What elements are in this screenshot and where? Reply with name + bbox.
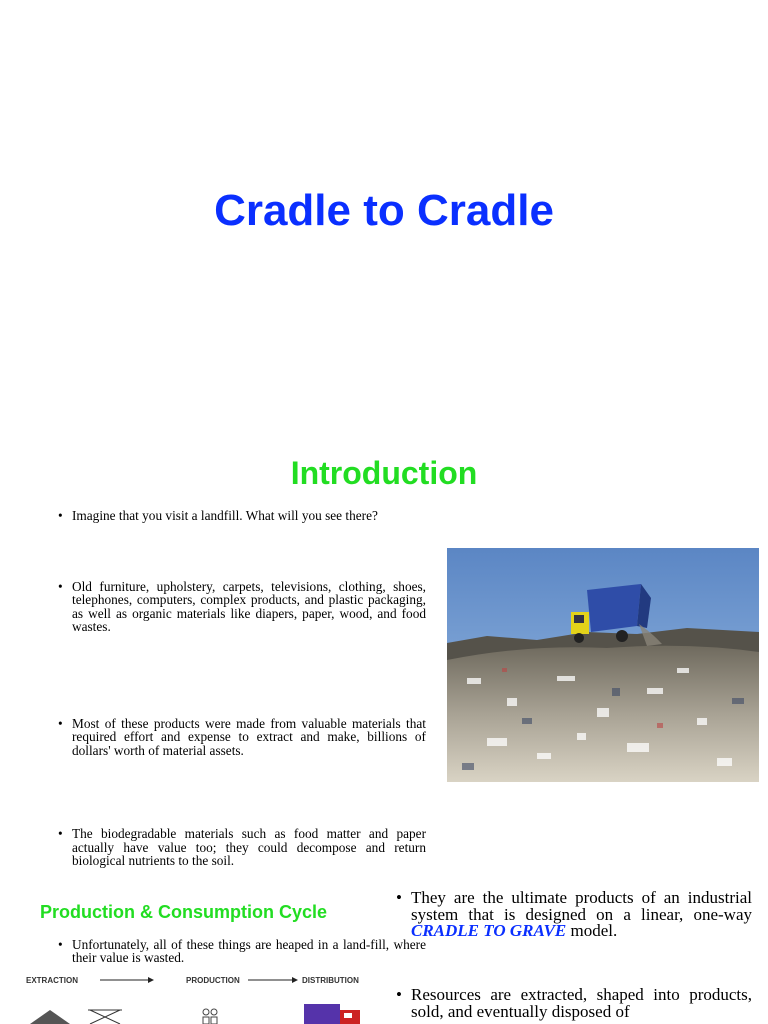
arrow-icon [248,977,298,983]
bullet-text: They are the ultimate products of an industrial system that is designed on a linear, one-way [411,888,752,924]
production-label: PRODUCTION [186,976,240,985]
landfill-photo [447,548,759,782]
list-item: • Resources are extracted, shaped into products, sold, and eventually disposed of [396,987,752,1020]
list-item [396,890,752,940]
slide-title: Cradle to Cradle [214,186,554,235]
production-flow-diagram [0,970,380,1024]
production-consumption-heading: Production & Consumption Cycle [40,902,328,922]
list-item: • Imagine that you visit a landfill. What will you see there? [58,509,426,523]
list-item: • The biodegradable materials such as food matter and paper actually have value too; they could decompose and return biological nutrients to the soil. [58,827,426,868]
list-item: • Most of these products were made from valuable materials that required effort and expense to extract and make, billions of dollars' worth of material assets. [58,717,426,758]
distribution-label: DISTRIBUTION [302,976,359,985]
truck-icon [304,1004,360,1024]
extraction-label: EXTRACTION [26,976,78,985]
mine-icon [30,1010,122,1024]
bullet-text: model. [570,921,618,940]
factory-icon [203,1009,217,1024]
list-item: • Old furniture, upholstery, carpets, televisions, clothing, shoes, telephones, computers, complex products, and plastic packaging, as well as organic materials like diapers, paper, wood, and food wastes. [58,580,426,634]
arrow-icon [100,977,154,983]
introduction-heading: Introduction [290,455,478,491]
list-item: • Unfortunately, all of these things are heaped in a land-fill, where their value is wasted. [58,938,426,965]
cradle-to-grave-highlight: CRADLE TO GRAVE [411,921,567,940]
